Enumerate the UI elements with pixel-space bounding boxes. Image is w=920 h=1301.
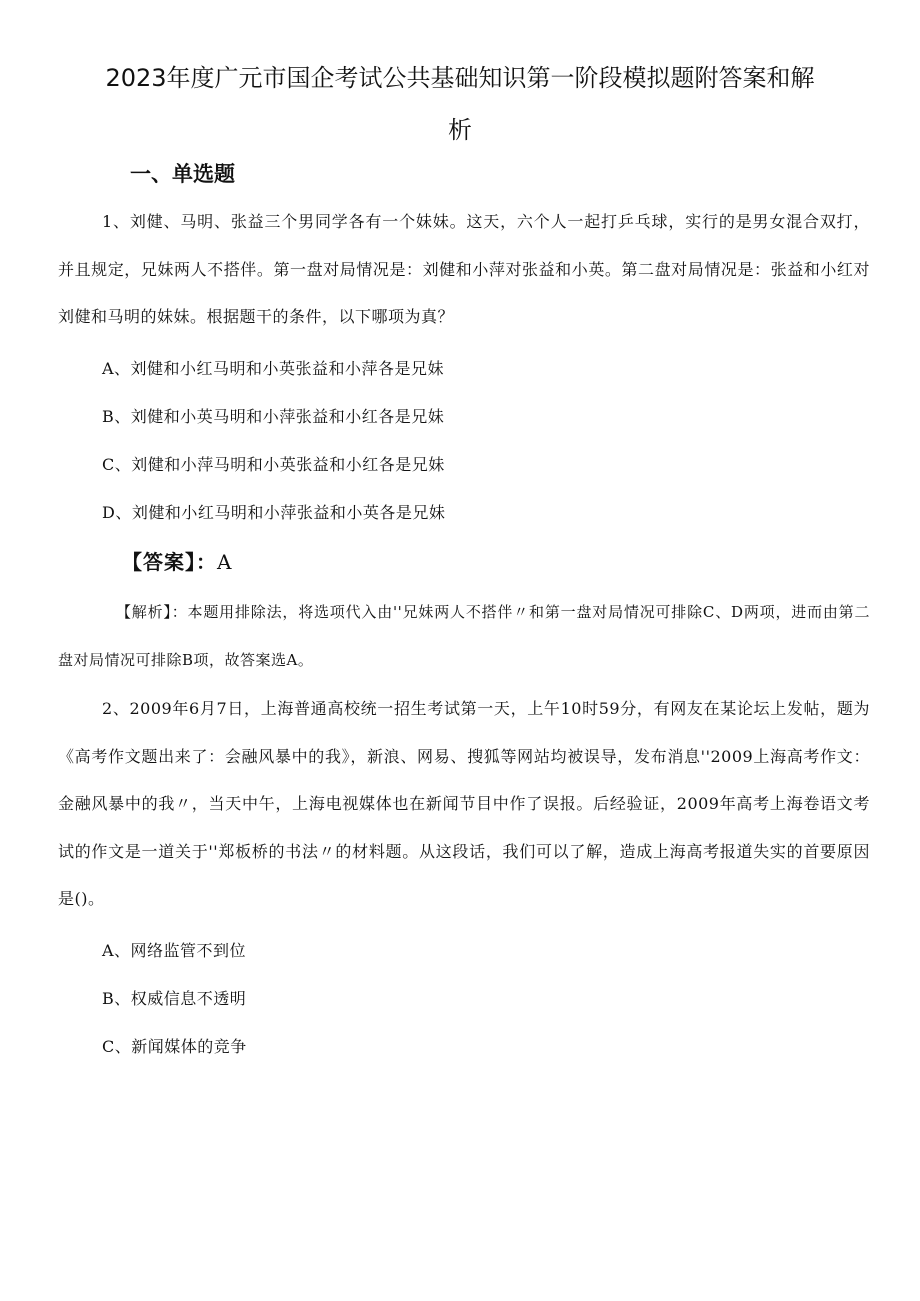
title-line-2: 析: [448, 116, 472, 144]
section-heading: 一、单选题: [130, 162, 235, 186]
question-2-option-c: C、新闻媒体的竞争: [102, 1037, 247, 1056]
document-title: [60, 52, 860, 156]
question-2-option-a: A、网络监管不到位: [102, 941, 247, 960]
question-1-option-b: B、刘健和小英马明和小萍张益和小红各是兄妹: [102, 407, 445, 426]
question-2-stem: 2、2009年6月7日，上海普通高校统一招生考试第一天，上午10时59分，有网友在某论坛上发帖，题为《高考作文题出来了：会融风暴中的我》，新浪、网易、搜狐等网站均被误导，发布消息''2009上海高考作文：金融风暴中的我〃，当天中午，上海电视媒体也在新闻节目中作了误报。后经验证，2009年高考上海卷语文考试的作文是一道关于''郑板桥的书法〃的材料题。从这段话，我们可以了解，造成上海高考报道失实的首要原因是()。: [58, 699, 870, 908]
question-1-analysis: [58, 589, 870, 684]
question-1-stem: 1、刘健、马明、张益三个男同学各有一个妹妹。这天，六个人一起打乒乓球，实行的是男女混合双打，并且规定，兄妹两人不搭伴。第一盘对局情况是：刘健和小萍对张益和小英。第二盘对局情况是：张益和小红对刘健和马明的妹妹。根据题干的条件，以下哪项为真？: [58, 212, 870, 326]
question-1-option-d: D、刘健和小红马明和小萍张益和小英各是兄妹: [102, 503, 446, 522]
question-2-option-b: B、权威信息不透明: [102, 989, 247, 1008]
question-1-option-c: C、刘健和小萍马明和小英张益和小红各是兄妹: [102, 455, 445, 474]
answer-label: 【答案】：: [122, 550, 217, 574]
question-1-answer: [122, 546, 231, 578]
answer-value: A: [217, 550, 232, 574]
analysis-label: 【解析】：: [116, 603, 188, 621]
title-line-1: 2023年度广元市国企考试公共基础知识第一阶段模拟题附答案和解: [105, 64, 815, 92]
question-1-option-a: A、刘健和小红马明和小英张益和小萍各是兄妹: [102, 359, 445, 378]
analysis-text: 本题用排除法，将选项代入由''兄妹两人不搭伴〃和第一盘对局情况可排除C、D两项，进而由第二盘对局情况可排除B项，故答案选A。: [58, 603, 870, 669]
